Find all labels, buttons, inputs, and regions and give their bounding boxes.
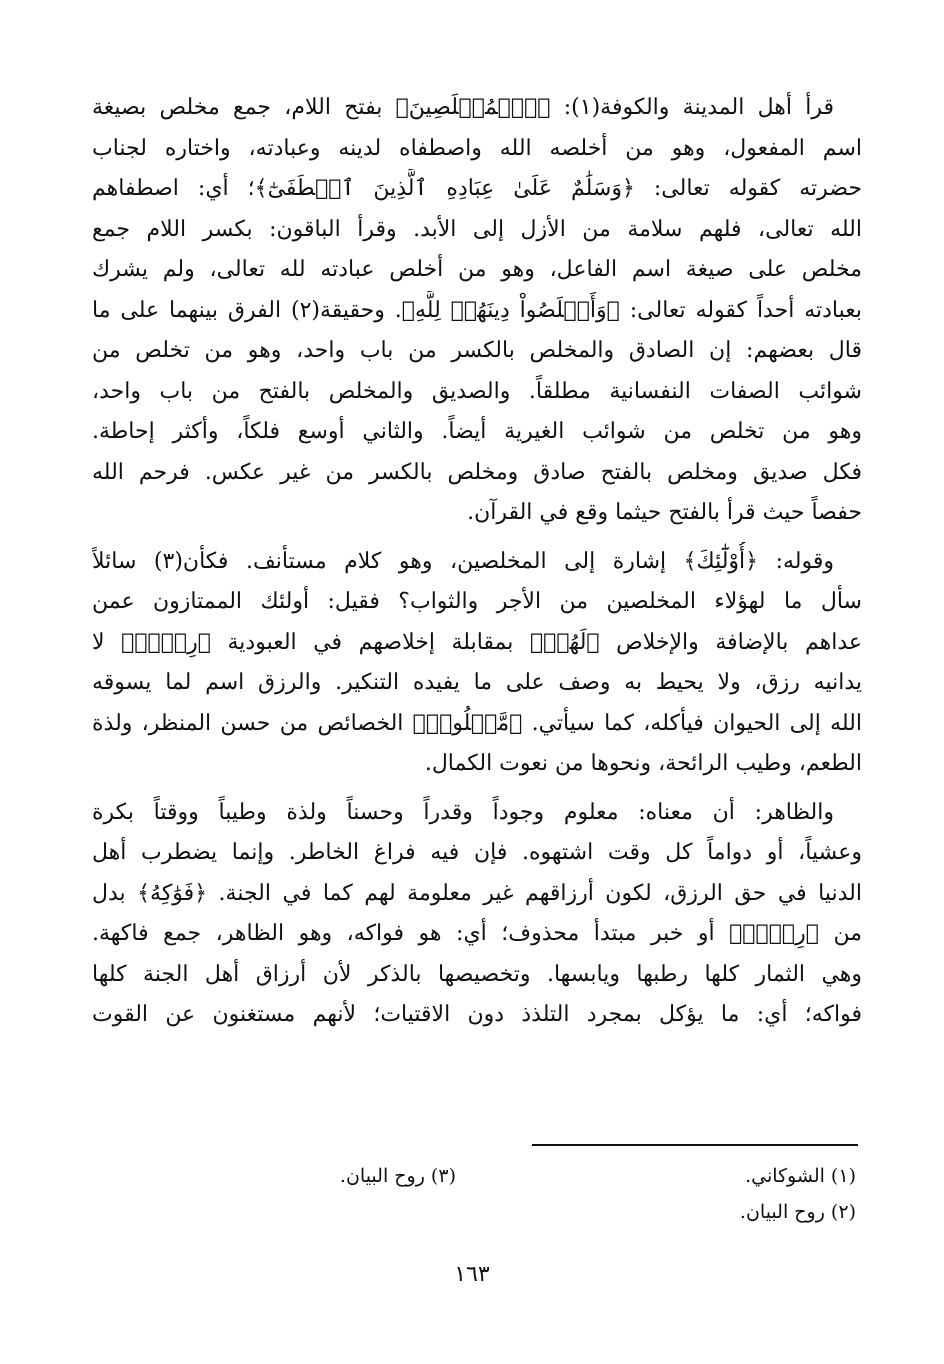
text-line: بعبادته أحداً كقوله تعالى: ﴿وَأَخۡلَصُواْ دِينَهُمۡ لِلَّهِ﴾. وحقيقة(٢) الفرق بينهما على ما — [92, 297, 862, 323]
text-line: حضرته كقوله تعالى: ﴿وَسَلَٰمٌ عَلَىٰ عِبَادِهِ ٱلَّذِينَ ٱصۡطَفَىٰٓ﴾؛ أي: اصطفاهم — [92, 176, 862, 201]
text-line: والظاهر: أن معناه: معلوم وجوداً وقدراً وحسناً ولذة وطيباً ووقتاً بكرة — [92, 799, 834, 825]
text-line: سأل ما لهؤلاء المخلصين من الأجر والثواب؟ فقيل: أولئك الممتازون عمن — [92, 589, 862, 614]
text-line: مخلص على صيغة اسم الفاعل، وهو من أخلص عبادته لله تعالى، ولم يشرك — [92, 257, 862, 282]
page-number: ١٦٣ — [454, 1262, 490, 1287]
footnote-3: (٣) روح البيان. — [339, 1165, 456, 1187]
text-line: فكل صديق ومخلص بالفتح صادق ومخلص بالكسر من غير عكس. فرحم الله — [92, 459, 862, 485]
paragraph-1 — [92, 88, 862, 534]
text-line: اسم المفعول، وهو من أخلصه الله واصطفاه لدينه وعبادته، واختاره لجناب — [92, 135, 862, 161]
text-line: وهو من تخلص من شوائب الغيرية أيضاً. والثاني أوسع فلكاً، وأكثر إحاطة. — [92, 419, 862, 444]
text-line: قال بعضهم: إن الصادق والمخلص بالكسر من باب واحد، وهو من تخلص من — [92, 338, 862, 363]
text-line: الطعم، وطيب الرائحة، ونحوها من نعوت الكمال. — [424, 751, 862, 776]
text-line: وهي الثمار كلها رطبها ويابسها. وتخصيصها بالذكر لأن أرزاق أهل الجنة كلها — [92, 961, 862, 987]
footnotes-left-column — [276, 1158, 456, 1194]
footnote-2: (٢) روح البيان. — [739, 1201, 856, 1223]
text-line: قرأ أهل المدينة والكوفة(١): ﴿ٱلۡمُخۡلَصِينَ﴾ بفتح اللام، جمع مخلص بصيغة — [92, 95, 834, 120]
text-line: شوائب الصفات النفسانية مطلقاً. والصديق والمخلص بالفتح من باب واحد، — [92, 378, 862, 404]
text-line: من ﴿رِزۡقٞ﴾ أو خبر مبتدأ محذوف؛ أي: هو فواكه، وهو الظاهر، جمع فاكهة. — [92, 921, 862, 946]
text-line: وقوله: ﴿أُوْلَٰٓئِكَ﴾ إشارة إلى المخلصين، وهو كلام مستأنف. فكأن(٣) سائلاً — [92, 548, 834, 574]
text-line: حفصاً حيث قرأ بالفتح حيثما وقع في القرآن. — [467, 500, 862, 525]
paragraph-2 — [92, 542, 862, 785]
body-text — [92, 88, 862, 1036]
paragraph-3 — [92, 793, 862, 1036]
footnote-1: (١) الشوكاني. — [745, 1165, 856, 1187]
text-line: الله إلى الحيوان فيأكله، كما سيأتي. ﴿مَّعۡلُومٞ﴾ الخصائص من حسن المنظر، ولذة — [92, 710, 862, 736]
text-line: يدانيه رزق، ولا يحيط به وصف على ما يفيده التنكير. والرزق اسم لما يسوقه — [92, 670, 862, 695]
text-line: فواكه؛ أي: ما يؤكل بمجرد التلذذ دون الاقتيات؛ لأنهم مستغنون عن القوت — [92, 1002, 862, 1027]
footnote-separator — [532, 1144, 858, 1146]
footnotes-right-column — [556, 1158, 856, 1230]
text-line: وعشياً، أو دواماً كل وقت اشتهوه. فإن فيه فراغ الخاطر. وإنما يضطرب أهل — [92, 840, 862, 865]
text-line: الله تعالى، فلهم سلامة من الأزل إلى الأبد. وقرأ الباقون: بكسر اللام جمع — [92, 216, 862, 242]
text-line: عداهم بالإضافة والإخلاص ﴿لَهُمۡ﴾ بمقابلة إخلاصهم في العبودية ﴿رِزۡقٞ﴾ لا — [92, 629, 862, 655]
text-line: الدنيا في حق الرزق، لكون أرزاقهم غير معلومة لهم كما في الجنة. ﴿فَوَٰكِهُ﴾ بدل — [92, 880, 862, 906]
